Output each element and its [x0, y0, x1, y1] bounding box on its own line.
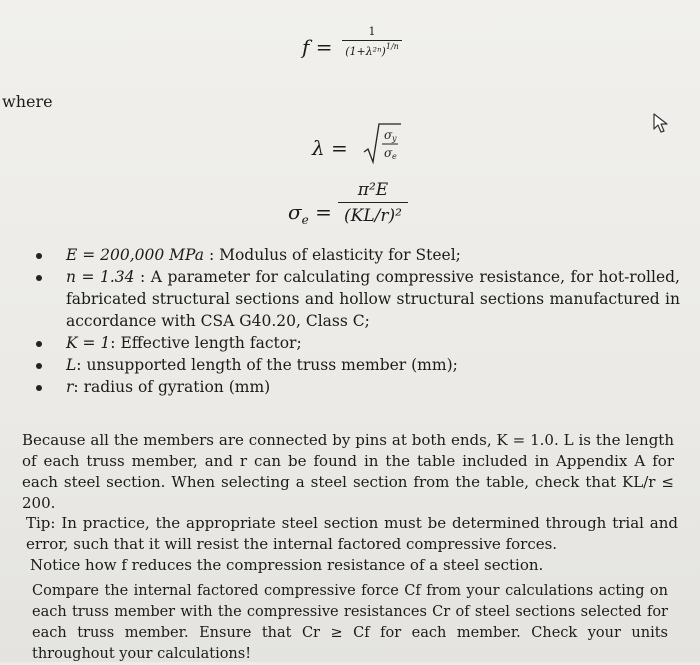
bullet-icon [36, 341, 42, 347]
list-item: E = 200,000 MPa : Modulus of elasticity for Steel; [30, 244, 680, 266]
fraction-bar [342, 40, 402, 41]
sigma-e-symbol: σ [384, 146, 393, 160]
bullet-icon [36, 275, 42, 281]
paragraph-tip: Tip: In practice, the appropriate steel section must be determined through trial and error, such that it will resist the internal factored compressive forces. [26, 514, 678, 553]
paragraph-pin-connection: Because all the members are connected by pins at both ends, K = 1.0. L is the length of each truss member, and r can be found in the table included in Appendix A for each steel section. When selecting a steel section from the table, check that KL/r ≤ 200. [22, 431, 674, 512]
list-item: n = 1.34 : A parameter for calculating compressive resistance, for hot-rolled, fabricated structural sections and hollow structural sections manufactured in accordance with CSA G40.20, Class C; [30, 266, 680, 332]
bullet-icon [36, 385, 42, 391]
formula-sigma-e-denominator: (KL/r)² [344, 206, 402, 226]
parameter-list [30, 244, 680, 398]
list-item: L: unsupported length of the truss member (mm); [30, 354, 680, 376]
mouse-pointer-icon [652, 112, 670, 134]
paragraph-notice: Notice how f reduces the compression resistance of a steel section. [30, 556, 544, 574]
list-item: K = 1: Effective length factor; [30, 332, 680, 354]
paragraph-compare: Compare the internal factored compressive force Cf from your calculations acting on each truss member with the compressive resistances Cr of steel sections selected for each truss member. Ensure that Cr ≥ Cf for each member. Check your units throughout your calculations! [32, 582, 668, 662]
formula-lambda-lhs: λ = [312, 136, 348, 160]
sigma-y-symbol: σ [384, 128, 393, 142]
sigma-e-subscript: e [392, 152, 397, 161]
formula-f-fraction [342, 26, 402, 59]
list-item: r: radius of gyration (mm) [30, 376, 680, 398]
formula-sigma-e-fraction [338, 180, 408, 226]
sigma-y-subscript: y [392, 134, 397, 143]
formula-sigma-e-lhs: $\sigma_e$ = [288, 200, 332, 227]
bullet-icon [36, 363, 42, 369]
fraction-bar [338, 202, 408, 203]
square-root-icon [362, 122, 402, 166]
where-label: where [2, 92, 53, 111]
formula-f-numerator: 1 [368, 25, 376, 38]
formula-f-denominator: $(1+\lambda^{2n})^{1/n}$ [345, 42, 399, 58]
formula-sigma-e-numerator: π²E [357, 180, 389, 200]
bullet-icon [36, 253, 42, 259]
formula-f-lhs: f = [302, 35, 333, 59]
